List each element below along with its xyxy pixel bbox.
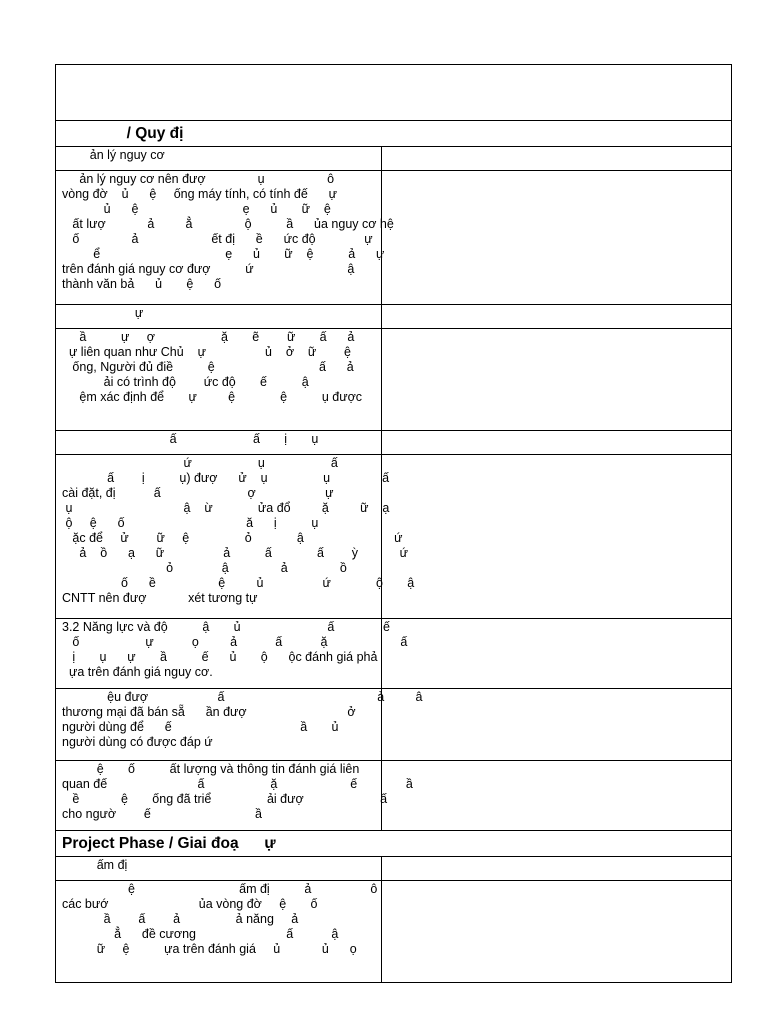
response-cell[interactable]: [382, 329, 732, 431]
section-2-heading-row: [56, 831, 732, 857]
requirement-text-line: ấm đị: [62, 858, 128, 872]
table-row: [56, 305, 732, 329]
table-row: [56, 147, 732, 171]
section-1-heading-row: [56, 121, 732, 147]
response-cell[interactable]: [382, 689, 732, 761]
section-1-title: / Quy đị: [56, 121, 732, 147]
requirement-text-line: vòng đờ ủ ệ ống máy tính, có tính đế ự: [62, 187, 338, 201]
requirement-cell: [56, 329, 382, 431]
requirement-text-line: ể ẹ ủ ữ ệ ả ự: [62, 247, 385, 261]
requirement-text-line: ệu đượ ấ ả â: [62, 690, 423, 704]
table-row: [56, 171, 732, 305]
requirement-text-line: ản lý nguy cơ nên đượ ụ ô: [62, 172, 335, 186]
requirement-text-line: trên đánh giá nguy cơ đượ ứ ậ: [62, 262, 355, 276]
requirement-text-line: ệ ấm đị ả ô: [62, 882, 378, 896]
requirement-text-line: ấ ị ụ) đượ ử ụ ụ ấ: [62, 471, 390, 485]
response-cell[interactable]: [382, 881, 732, 983]
response-cell[interactable]: [382, 455, 732, 619]
table-row: [56, 619, 732, 689]
requirement-text-line: ựa trên đánh giá nguy cơ.: [62, 665, 213, 679]
requirement-text-line: ủ ệ ẹ ủ ữ ệ: [62, 202, 331, 216]
requirement-text-line: ự: [62, 306, 144, 320]
table-row: [56, 761, 732, 831]
requirement-cell: [56, 147, 382, 171]
requirement-text-line: ẳ đề cương ấ ậ: [62, 927, 339, 941]
table-row: [56, 431, 732, 455]
requirement-text-line: CNTT nên đượ xét tương tự: [62, 591, 258, 605]
requirement-text-line: ầ ự ợ ặ ẽ ữ ấ ả: [62, 330, 355, 344]
requirement-cell: [56, 431, 382, 455]
table-row: [56, 689, 732, 761]
response-cell[interactable]: [382, 857, 732, 881]
requirement-text-line: ả ồ ạ ữ ả ấ ấ ỳ ứ: [62, 546, 409, 560]
requirement-text-line: ỏ ậ ả ồ: [62, 561, 347, 575]
requirement-cell: [56, 619, 408, 689]
requirement-text-line: ị ụ ự ầ ế ủ ộ ộc đánh giá phả: [62, 650, 378, 664]
requirement-text-line: ệm xác định để ự ệ ệ ụ được: [62, 390, 363, 404]
requirement-cell: [56, 689, 423, 761]
requirement-text-line: cài đặt, đị ấ ợ ự: [62, 486, 334, 500]
table-row: [56, 857, 732, 881]
response-cell[interactable]: [382, 171, 732, 305]
requirement-text-line: ống, Người đủ điề ệ ấ ả: [62, 360, 354, 374]
response-cell[interactable]: [382, 431, 732, 455]
requirement-cell: [56, 857, 382, 881]
requirement-cell: [56, 305, 382, 329]
response-cell[interactable]: [382, 619, 732, 689]
requirement-text-line: người dùng có được đáp ứ: [62, 735, 213, 749]
table-row: [56, 881, 732, 983]
response-cell[interactable]: [382, 305, 732, 329]
requirement-text-line: ố ả ết đị ề ức độ ự: [62, 232, 373, 246]
requirement-text-line: ữ ệ ựa trên đánh giá ủ ủ ọ: [62, 942, 357, 956]
requirement-text-line: ản lý nguy cơ: [62, 148, 165, 162]
requirement-text-line: quan đế ấ ặ ế ầ: [62, 777, 413, 791]
requirement-cell: [56, 761, 413, 831]
requirement-text-line: ự liên quan như Chủ ự ủ ở ữ ệ: [62, 345, 352, 359]
requirement-text-line: ụ ậ ừ ửa đổ ặ ữ ạ: [62, 501, 390, 515]
requirement-text-line: ứ ụ ấ: [62, 456, 338, 470]
header-row: [56, 65, 732, 121]
table-row: [56, 455, 732, 619]
requirement-text-line: người dùng để ế ầ ủ: [62, 720, 339, 734]
requirement-text-line: ất lượ ả ẳ ộ ầ ủa nguy cơ hệ: [62, 217, 394, 231]
requirement-cell: [56, 881, 382, 983]
response-cell[interactable]: [382, 147, 732, 171]
requirement-text-line: thương mại đã bán sẵ ần đượ ở: [62, 705, 356, 719]
requirement-text-line: ấ ấ ị ụ: [62, 432, 319, 446]
requirement-text-line: ố ự ọ ả ấ ặ ấ: [62, 635, 408, 649]
requirement-text-line: ệ ố ất lượng và thông tin đánh giá liên: [62, 762, 360, 776]
requirement-text-line: ố ề ệ ủ ứ ộ ậ: [62, 576, 415, 590]
requirement-cell: [56, 455, 415, 619]
requirement-text-line: 3.2 Năng lực và độ ậ ủ ấ ế: [62, 620, 390, 634]
document-table: [55, 64, 732, 983]
requirement-text-line: ề ệ ống đã triể ải đượ ấ: [62, 792, 388, 806]
requirement-text-line: cho ngườ ế ầ: [62, 807, 262, 821]
requirement-text-line: thành văn bả ủ ệ ố: [62, 277, 222, 291]
requirement-text-line: ặc để ử ữ ệ ỏ ậ ứ: [62, 531, 403, 545]
response-cell[interactable]: [382, 761, 732, 831]
section-2-title: Project Phase / Giai đoạ ự: [56, 831, 732, 857]
header-cell: [56, 65, 732, 121]
requirement-text-line: ải có trình độ ức độ ế ậ: [62, 375, 309, 389]
table-row: [56, 329, 732, 431]
requirement-text-line: các bướ ủa vòng đờ ệ ố: [62, 897, 318, 911]
requirement-text-line: ộ ệ ố ă ị ụ: [62, 516, 319, 530]
requirement-cell: [56, 171, 394, 305]
requirement-text-line: ầ ấ ả ả năng ả: [62, 912, 299, 926]
